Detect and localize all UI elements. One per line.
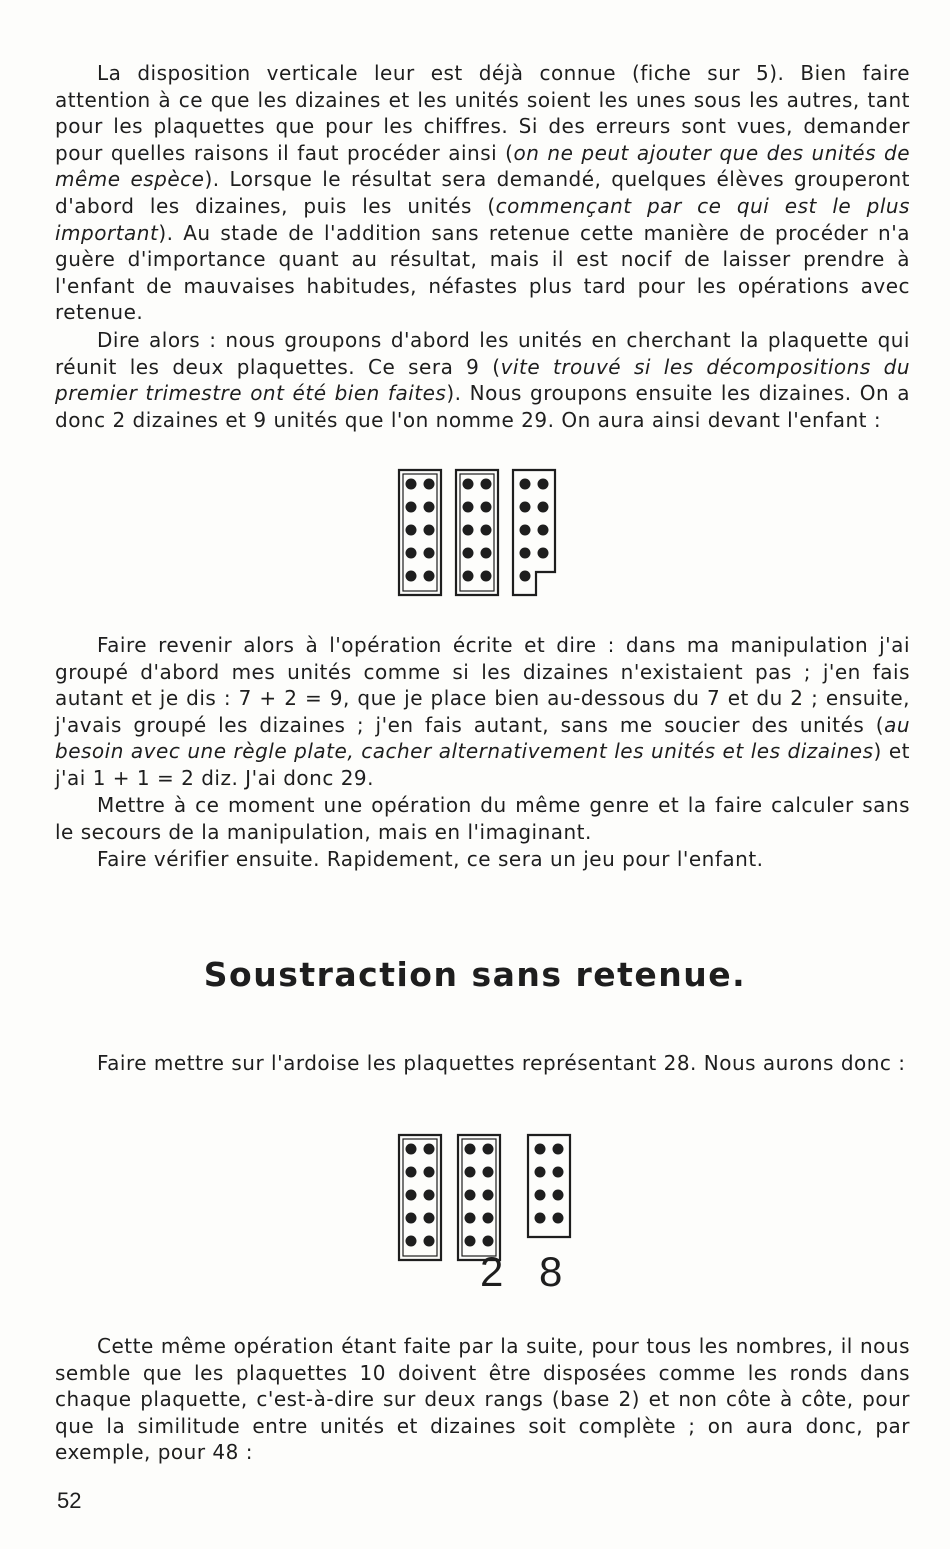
ten-plaquette	[399, 1135, 441, 1260]
plaquette-dot	[483, 1213, 494, 1224]
plaquette-dot	[553, 1144, 564, 1155]
plaquette-dot	[553, 1213, 564, 1224]
plaquette-dot	[520, 502, 531, 513]
plaquette-dot	[424, 1236, 435, 1247]
plaquette-dot	[483, 1167, 494, 1178]
plaquette-outline	[399, 470, 441, 595]
plaquette-dot	[406, 479, 417, 490]
paragraph-3: Faire revenir alors à l'opération écrite et dire : dans ma manipulation j'ai groupé d'abord mes unités comme si les dizaines n'existaient pas ; j'en fais autant et je dis : 7 + 2 = 9, que je place bien au-dessous du 7 et du 2 ; ensuite, j'avais groupé les dizaines ; j'en fais autant, sans me soucier des unités (au besoin avec une règle plate, cacher alternativement les unités et les dizaines) et j'ai 1 + 1 = 2 diz. J'ai donc 29.	[55, 633, 910, 790]
plaquette-dot	[538, 502, 549, 513]
plaquette-dot	[535, 1190, 546, 1201]
plaquette-dot	[465, 1236, 476, 1247]
unit-plaquette-8	[528, 1135, 570, 1237]
plaquette-dot	[481, 479, 492, 490]
paragraph-7: Cette même opération étant faite par la suite, pour tous les nombres, il nous semble que les plaquettes 10 doivent être disposées comme les ronds dans chaque plaquette, c'est-à-dire sur deux rangs (base 2) et non côte à côte, pour que la similitude entre unités et dizaines soit complète ; on aura donc, par exemple, pour 48 :	[55, 1334, 910, 1465]
plaquette-dot	[465, 1190, 476, 1201]
plaquette-dot	[465, 1213, 476, 1224]
plaquette-outline	[399, 1135, 441, 1260]
plaquette-dot	[406, 571, 417, 582]
plaquette-dot	[406, 1213, 417, 1224]
plaquette-dot	[406, 502, 417, 513]
plaquette-dot	[406, 548, 417, 559]
plaquette-dot	[406, 525, 417, 536]
plaquette-dot	[520, 479, 531, 490]
plaquette-dot	[406, 1167, 417, 1178]
plaquette-outline	[513, 470, 555, 595]
plaquette-dot	[535, 1167, 546, 1178]
plaquette-dot	[424, 571, 435, 582]
plaquette-dot	[520, 525, 531, 536]
paragraph-5: Faire vérifier ensuite. Rapidement, ce sera un jeu pour l'enfant.	[97, 847, 764, 871]
paragraph-1: La disposition verticale leur est déjà connue (fiche sur 5). Bien faire attention à ce que les dizaines et les unités soient les unes sous les autres, tant pour les plaquettes que pour les chiffres. Si des erreurs sont vues, demander pour quelles raisons il faut procéder ainsi (on ne peut ajouter que des unités de même espèce). Lorsque le résultat sera demandé, quelques élèves grouperont d'abord les dizaines, puis les unités (commençant par ce qui est le plus important). Au stade de l'addition sans retenue cette manière de procéder n'a guère d'importance quant au résultat, mais il est nocif de laisser prendre à l'enfant de mauvaises habitudes, néfastes plus tard pour les opérations avec retenue.	[55, 61, 910, 325]
plaquette-dot	[538, 479, 549, 490]
plaquette-dot	[520, 571, 531, 582]
plaquette-dot	[538, 525, 549, 536]
ten-plaquette	[456, 470, 498, 595]
number-28-label: 2 8	[480, 1248, 575, 1295]
plaquette-dot	[424, 1144, 435, 1155]
plaquette-dot	[535, 1213, 546, 1224]
plaquette-dot	[553, 1190, 564, 1201]
paragraph-2: Dire alors : nous groupons d'abord les unités en cherchant la plaquette qui réunit les deux plaquettes. Ce sera 9 (vite trouvé si les décompositions du premier trimestre ont été bien faites). Nous groupons ensuite les dizaines. On a donc 2 dizaines et 9 unités que l'on nomme 29. On aura ainsi devant l'enfant :	[55, 328, 910, 432]
ten-plaquette	[399, 470, 441, 595]
plaquette-dot	[481, 502, 492, 513]
plaquette-dot	[406, 1190, 417, 1201]
plaquette-dot	[535, 1144, 546, 1155]
plaquette-dot	[406, 1144, 417, 1155]
plaquette-dot	[424, 479, 435, 490]
page-number: 52	[57, 1488, 82, 1513]
plaquette-dot	[406, 1236, 417, 1247]
plaquette-dot	[483, 1236, 494, 1247]
plaquette-dot	[463, 525, 474, 536]
plaquette-outline	[456, 470, 498, 595]
plaquette-dot	[424, 1190, 435, 1201]
plaquette-dot	[424, 1167, 435, 1178]
plaquette-outline	[528, 1135, 570, 1237]
plaquette-dot	[481, 548, 492, 559]
section-heading: Soustraction sans retenue.	[203, 955, 747, 994]
paragraph-4: Mettre à ce moment une opération du même genre et la faire calculer sans le secours de la manipulation, mais en l'imaginant.	[55, 793, 910, 844]
plaquette-dot	[465, 1167, 476, 1178]
paragraph-6: Faire mettre sur l'ardoise les plaquettes représentant 28. Nous aurons donc :	[97, 1051, 906, 1075]
plaquette-dot	[424, 548, 435, 559]
plaquette-dot	[520, 548, 531, 559]
ten-plaquette	[458, 1135, 500, 1260]
plaquette-dot	[463, 571, 474, 582]
plaquette-dot	[483, 1190, 494, 1201]
plaquette-dot	[424, 1213, 435, 1224]
plaquette-dot	[481, 525, 492, 536]
plaquette-dot	[463, 502, 474, 513]
unit-plaquette-9	[513, 470, 555, 595]
plaquette-dot	[424, 502, 435, 513]
plaquette-dot	[553, 1167, 564, 1178]
plaquette-dot	[463, 479, 474, 490]
plaquette-dot	[483, 1144, 494, 1155]
plaquette-dot	[463, 548, 474, 559]
plaquette-dot	[465, 1144, 476, 1155]
plaquette-dot	[481, 571, 492, 582]
plaquette-dot	[538, 548, 549, 559]
plaquette-outline	[458, 1135, 500, 1260]
plaquette-dot	[424, 525, 435, 536]
